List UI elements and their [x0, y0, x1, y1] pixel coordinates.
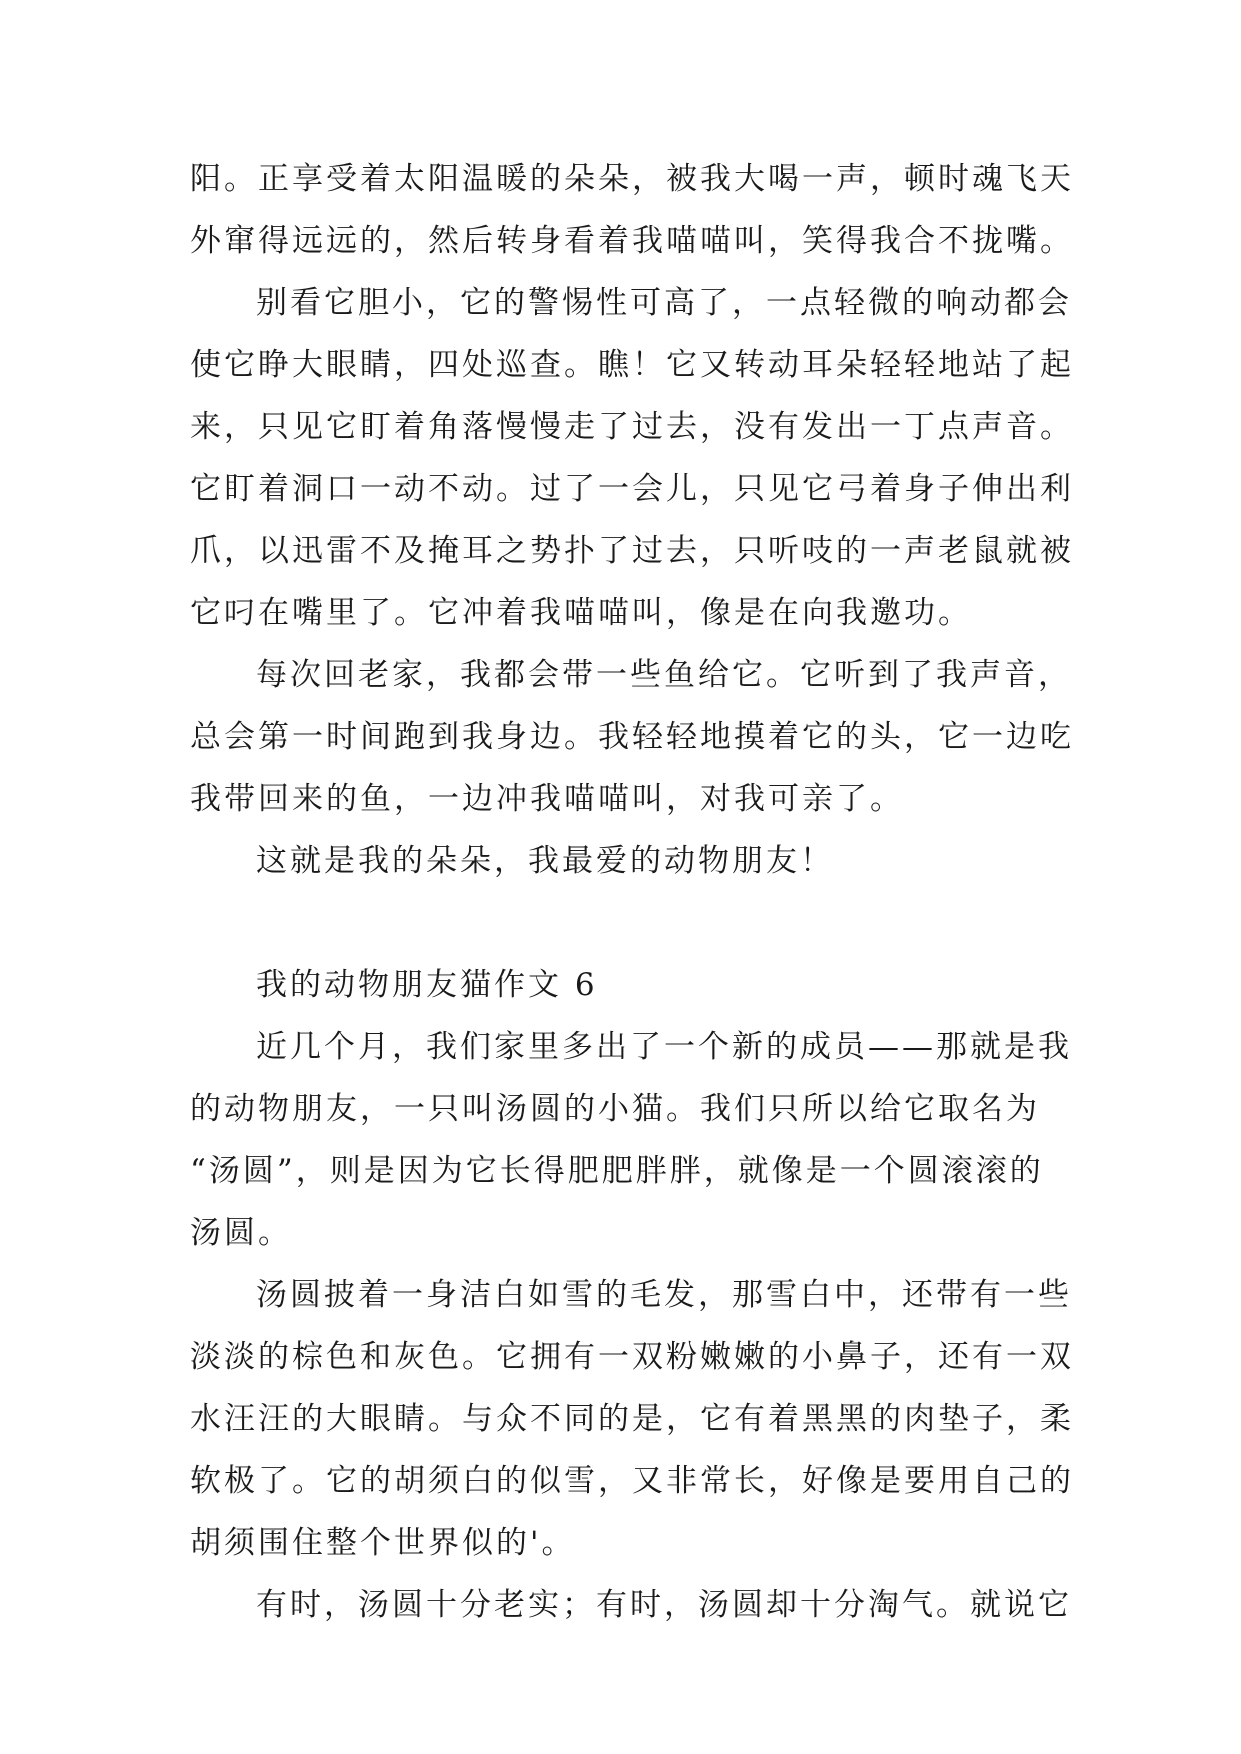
text-line: 水汪汪的大眼睛。与众不同的是，它有着黑黑的肉垫子，柔 [190, 1401, 1074, 1437]
text-line: 使它睁大眼睛，四处巡查。瞧！它又转动耳朵轻轻地站了起 [190, 347, 1074, 383]
paragraph-start-line: 近几个月，我们家里多出了一个新的成员——那就是我 [256, 1029, 1072, 1065]
text-line: 淡淡的棕色和灰色。它拥有一双粉嫩嫩的小鼻子，还有一双 [190, 1339, 1074, 1375]
text-line: 来，只见它盯着角落慢慢走了过去，没有发出一丁点声音。 [190, 409, 1074, 445]
text-line: 外窜得远远的，然后转身看着我喵喵叫，笑得我合不拢嘴。 [190, 223, 1074, 259]
paragraph-start-line: 这就是我的朵朵，我最爱的动物朋友！ [256, 843, 834, 879]
text-line: 总会第一时间跑到我身边。我轻轻地摸着它的头，它一边吃 [190, 719, 1074, 755]
paragraph-start-line: 汤圆披着一身洁白如雪的毛发，那雪白中，还带有一些 [256, 1277, 1072, 1313]
text-line: 胡须围住整个世界似的'。 [190, 1525, 576, 1561]
section-heading: 我的动物朋友猫作文 6 [256, 967, 598, 1003]
text-line: 我带回来的鱼，一边冲我喵喵叫，对我可亲了。 [190, 781, 904, 817]
text-line: 它叼在嘴里了。它冲着我喵喵叫，像是在向我邀功。 [190, 595, 972, 631]
text-line: 软极了。它的胡须白的似雪，又非常长，好像是要用自己的 [190, 1463, 1074, 1499]
text-line: 阳。正享受着太阳温暖的朵朵，被我大喝一声，顿时魂飞天 [190, 161, 1074, 197]
document-body [190, 148, 1074, 1636]
paragraph-start-line: 每次回老家，我都会带一些鱼给它。它听到了我声音， [256, 657, 1072, 693]
paragraph-start-line: 别看它胆小，它的警惕性可高了，一点轻微的响动都会 [256, 285, 1072, 321]
text-line: 汤圆。 [190, 1215, 292, 1251]
text-line: 的动物朋友，一只叫汤圆的小猫。我们只所以给它取名为 [190, 1091, 1040, 1127]
text-line: 它盯着洞口一动不动。过了一会儿，只见它弓着身子伸出利 [190, 471, 1074, 507]
paragraph-start-line: 有时，汤圆十分老实；有时，汤圆却十分淘气。就说它 [256, 1587, 1072, 1623]
text-line: “汤圆”，则是因为它长得肥肥胖胖，就像是一个圆滚滚的 [190, 1153, 1044, 1189]
text-line: 爪，以迅雷不及掩耳之势扑了过去，只听吱的一声老鼠就被 [190, 533, 1074, 569]
